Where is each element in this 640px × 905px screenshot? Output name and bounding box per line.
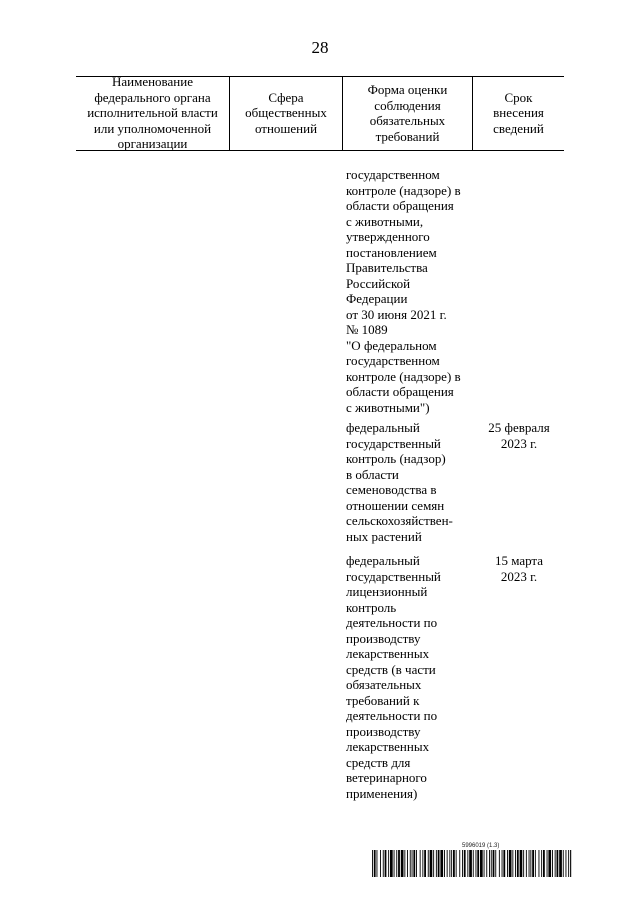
barcode-bar (459, 850, 460, 877)
barcode-bar (559, 850, 562, 877)
barcode-bar (388, 850, 389, 877)
header-authority-label: Наименование федерального органа исполнительной власти или уполномоченной организации (87, 74, 218, 152)
barcode-bar (493, 850, 495, 877)
barcode-bar (520, 850, 523, 877)
barcode-bar (539, 850, 540, 877)
barcode-bar (566, 850, 567, 877)
barcode-bar (449, 850, 450, 877)
barcode-bar (570, 850, 571, 877)
row-deadline-cell: 15 марта 2023 г. (494, 553, 544, 584)
barcode-bar (517, 850, 519, 877)
barcode-bar (543, 850, 545, 877)
barcode-bar (451, 850, 452, 877)
barcode-bar (456, 850, 457, 877)
barcode-bar (503, 850, 505, 877)
header-form (343, 77, 472, 149)
barcode-bar (396, 850, 397, 877)
barcode-bar (398, 850, 400, 877)
barcode-bar (447, 850, 448, 877)
barcode-bar (548, 850, 551, 877)
barcode-bar (499, 850, 500, 877)
barcode-bar (555, 850, 556, 877)
barcode-bar (440, 850, 443, 877)
barcode-bar (529, 850, 530, 877)
header-sphere (230, 77, 342, 149)
barcode-bar (477, 850, 479, 877)
barcode-bar (489, 850, 490, 877)
barcode-bar (374, 850, 376, 877)
barcode-bar (424, 850, 426, 877)
barcode-bar (486, 850, 487, 877)
barcode-bar (462, 850, 463, 877)
barcode-bar (491, 850, 492, 877)
barcode-bar (512, 850, 513, 877)
barcode-bar (473, 850, 474, 877)
barcode-bar (509, 850, 512, 877)
barcode-bar (535, 850, 536, 877)
barcode-bar (563, 850, 564, 877)
barcode-bar (420, 850, 421, 877)
barcode-bar (410, 850, 411, 877)
barcode-bar (422, 850, 423, 877)
barcode-bar (390, 850, 393, 877)
barcode-bar (385, 850, 387, 877)
barcode-bar (436, 850, 437, 877)
barcode-bar (568, 850, 569, 877)
barcode-bar (372, 850, 373, 877)
barcode-bar (469, 850, 472, 877)
barcode-bar (484, 850, 485, 877)
barcode-bar (413, 850, 415, 877)
barcode-bar (380, 850, 381, 877)
barcode-bar (433, 850, 434, 877)
barcode-bar (453, 850, 455, 877)
barcode-bar (495, 850, 496, 877)
barcode-bar (383, 850, 384, 877)
barcode-bar (416, 850, 417, 877)
barcode-bar (428, 850, 429, 877)
barcode-bar (464, 850, 466, 877)
barcode-bar (526, 850, 527, 877)
barcode-bar (552, 850, 553, 877)
barcode-bar (530, 850, 531, 877)
barcode-bar (515, 850, 516, 877)
barcode-bar (476, 850, 477, 877)
barcode-bar (444, 850, 445, 877)
barcode-bar (557, 850, 559, 877)
header-deadline-label: Срок внесения сведений (493, 89, 544, 136)
barcode-bar (401, 850, 404, 877)
header-authority (76, 74, 229, 152)
barcode-bar (404, 850, 405, 877)
row-deadline-cell: 25 февраля 2023 г. (488, 420, 550, 451)
barcode-bar (532, 850, 534, 877)
header-deadline (473, 77, 564, 149)
barcode-bar (412, 850, 413, 877)
barcode-bar (438, 850, 440, 877)
barcode-image (372, 850, 572, 877)
barcode-bar (467, 850, 468, 877)
barcode-bar (502, 850, 503, 877)
page-number: 28 (311, 38, 329, 57)
header-form-label: Форма оценки соблюдения обязательных требований (367, 82, 448, 144)
barcode-bar (407, 850, 408, 877)
row-form-cell: государственном контроле (надзоре) в области обращения с животными, утвержденного постановлением Правительства Российской Федерации от 30 июня 2021 г. № 1089 "О федеральном государственном контроле (надзоре) в области обращения с животными") (346, 167, 461, 415)
document-code: 5996019 (1.3) (462, 843, 500, 849)
barcode-bar (394, 850, 395, 877)
barcode-bar (541, 850, 542, 877)
barcode-bar (480, 850, 483, 877)
header-sphere-label: Сфера общественных отношений (245, 89, 327, 136)
row-form-cell: федеральный государственный лицензионный контроль деятельности по производству лекарственных средств (в части обязательных требований к деятельности по производству лекарственных средств для ветеринарного применения) (346, 553, 441, 801)
row-form-cell: федеральный государственный контроль (надзор) в области семеноводства в отношении семян сельскохозяйствен- ных растений (346, 420, 453, 544)
barcode-bar (507, 850, 508, 877)
barcode-bar (523, 850, 524, 877)
barcode-bar (547, 850, 548, 877)
barcode-bar (377, 850, 378, 877)
barcode-bar (430, 850, 433, 877)
